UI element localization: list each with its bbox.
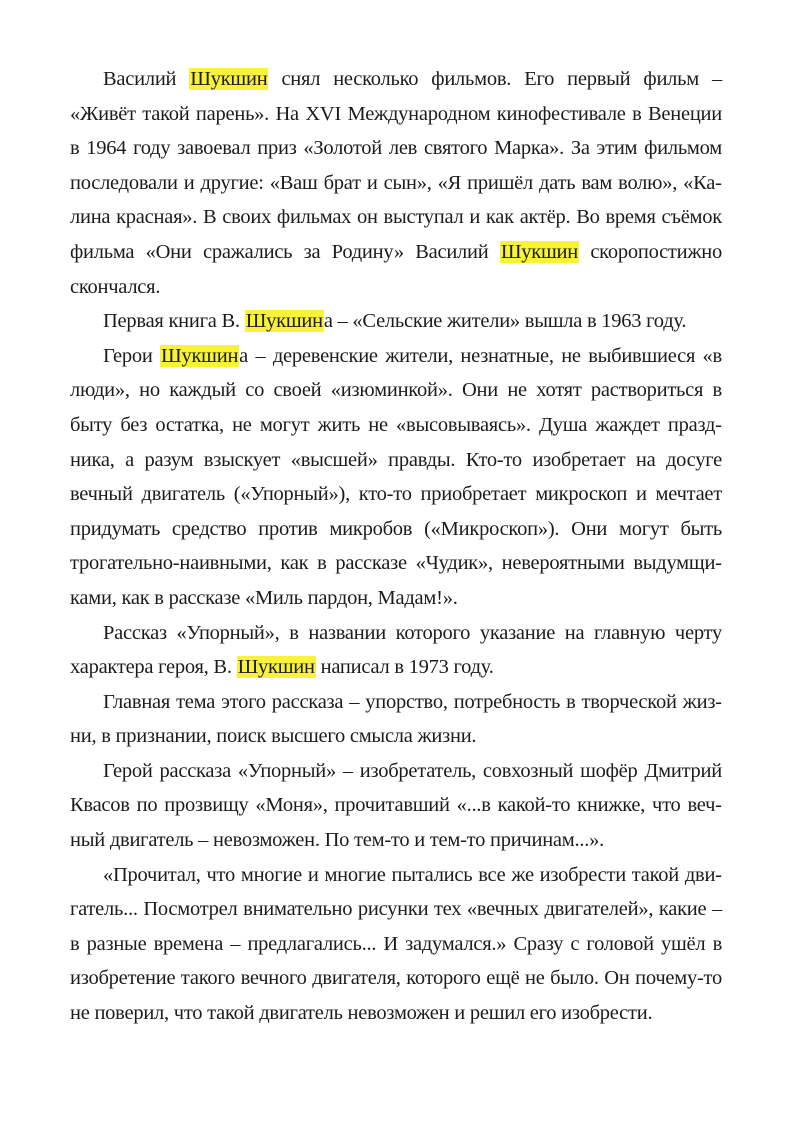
paragraph-first-book — [70, 304, 722, 339]
highlighted-term: Шукшин — [245, 310, 323, 333]
text-segment: Главная тема этого рассказа – упорство, потребность в творческой жизни, в признании, поиск высшего смысла жизни. — [70, 690, 722, 748]
text-segment: Рассказ «Упорный», в названии которого указание на главную черту характера героя, В. — [70, 621, 722, 679]
text-segment: Василий — [103, 68, 190, 90]
paragraph-hero-description — [70, 754, 722, 858]
paragraph-heroes — [70, 339, 722, 616]
text-segment: Первая книга В. — [103, 310, 245, 333]
highlighted-term: Шукшин — [500, 240, 578, 263]
paragraph-filmography — [70, 62, 722, 304]
text-segment: Герой рассказа «Упорный» – изобретатель, совхозный шофёр Дмитрий Квасов по прозвищу «Моня», прочитавший «...в какой-то книжке, что вечный двигатель – невозможен. По тем-то и тем-то причинам...». — [70, 759, 722, 852]
highlighted-term: Шукшин — [190, 68, 268, 90]
text-segment: снял несколько фильмов. Его первый фильм – «Живёт такой парень». На XVI Международном кинофестивале в Венеции в 1964 году завоевал приз «Золотой лев святого Марка». За этим фильмом последовали и другие: «Ваш брат и сын», «Я пришёл дать вам волю», «Калина красная». В своих фильмах он выступал и как актёр. Во время съёмок фильма «Они сражались за Родину» Василий — [70, 68, 722, 263]
text-segment: «Прочитал, что многие и многие пытались все же изобрести такой двигатель... Посмотрел внимательно рисунки тех «вечных двигателей», какие – в разные времена – предлагались... И задумался.» Сразу с головой ушёл в изобретение такого вечного двигателя, которого ещё не было. Он почему-то не поверил, что такой двигатель невозможен и решил его изобрести. — [70, 863, 722, 1025]
text-segment: а – деревенские жители, незнатные, не выбившиеся «в люди», но каждый со своей «изюминкой». Они не хотят раствориться в быту без остатка, не могут жить не «высовываясь». Душа жаждет праздника, а разум взыскует «высшей» правды. Кто-то изобретает на досуге вечный двигатель («Упорный»), кто-то приобретает микроскоп и мечтает придумать средство против микробов («Микроскоп»). Они могут быть трогательно-наивными, как в рассказе «Чудик», невероятными выдумщиками, как в рассказе «Миль пардон, Мадам!». — [70, 344, 722, 609]
highlighted-term: Шукшин — [237, 656, 315, 679]
document-page — [70, 62, 722, 1031]
paragraph-quote — [70, 858, 722, 1031]
text-segment: скоропостижно скончался. — [70, 240, 722, 298]
text-segment: написал в 1973 году. — [315, 656, 494, 679]
text-segment: Герои — [103, 344, 161, 367]
paragraph-main-theme — [70, 685, 722, 754]
highlighted-term: Шукшин — [161, 344, 239, 367]
paragraph-story-upornyi — [70, 616, 722, 685]
text-segment: а – «Сельские жители» вышла в 1963 году. — [323, 310, 687, 333]
